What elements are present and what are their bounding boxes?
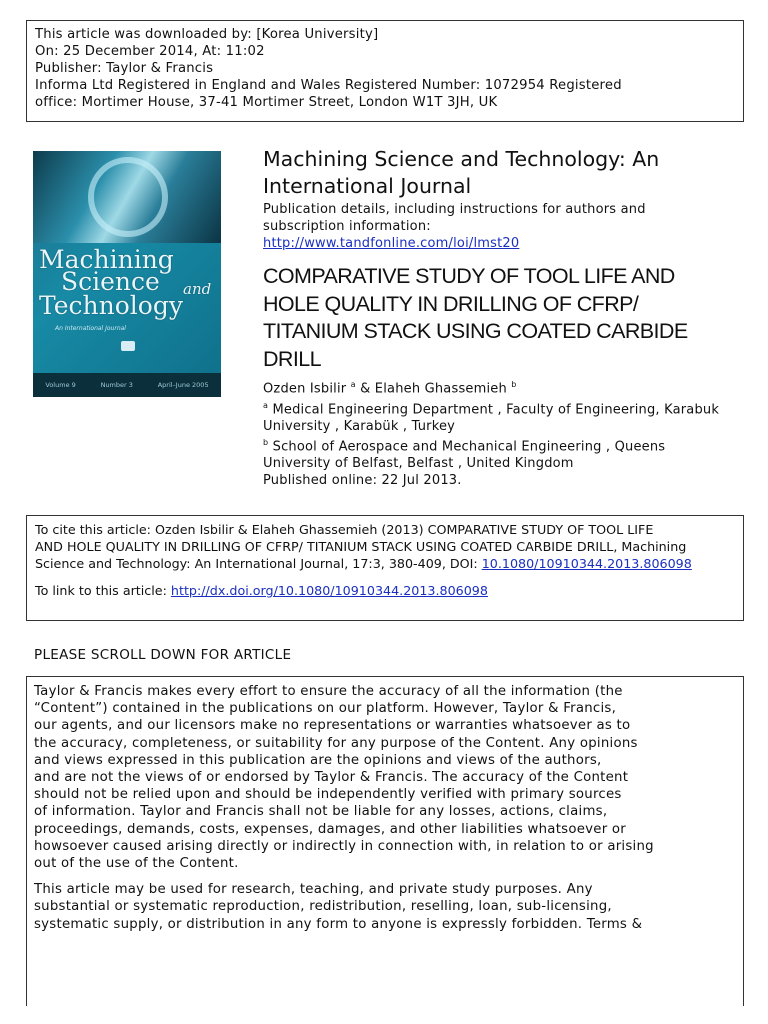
- cover-title-line: Machining: [39, 245, 174, 274]
- scroll-notice: PLEASE SCROLL DOWN FOR ARTICLE: [34, 647, 292, 663]
- download-line: office: Mortimer House, 37-41 Mortimer Street, London W1T 3JH, UK: [35, 95, 498, 110]
- disclaimer-line: substantial or systematic reproduction, redistribution, reselling, loan, sub-licensing,: [34, 899, 612, 915]
- disclaimer-line: the accuracy, completeness, or suitability for any purpose of the Content. Any opinions: [34, 735, 638, 751]
- doi-link[interactable]: 10.1080/10910344.2013.806098: [481, 556, 692, 571]
- download-line: Informa Ltd Registered in England and Wales Registered Number: 1072954 Registered: [35, 78, 622, 93]
- cover-subtitle: An International Journal: [55, 325, 126, 332]
- author-name: Ozden Isbilir: [263, 381, 347, 397]
- article-link-line: To link to this article: http://dx.doi.org/10.1080/10910344.2013.806098: [35, 583, 488, 598]
- cover-footer: [33, 373, 221, 397]
- disclaimer-line: This article may be used for research, teaching, and private study purposes. Any: [34, 882, 593, 898]
- disclaimer-line: should not be relied upon and should be independently verified with primary sources: [34, 787, 622, 803]
- author-name: Elaheh Ghassemieh: [374, 381, 507, 397]
- download-info-box: [26, 20, 744, 122]
- citation-line: AND HOLE QUALITY IN DRILLING OF CFRP/ TITANIUM STACK USING COATED CARBIDE DRILL, Machining: [35, 539, 687, 554]
- cover-machine-photo: [33, 151, 221, 243]
- affiliation-a: $^a$ Medical Engineering Department , Faculty of Engineering, Karabuk University , Karabük , Turkey: [263, 401, 720, 435]
- download-line: Publisher: Taylor & Francis: [35, 61, 214, 76]
- disclaimer-line: systematic supply, or distribution in any form to anyone is expressly forbidden. Terms &: [34, 916, 643, 932]
- disclaimer-line: of information. Taylor and Francis shall not be liable for any losses, actions, claims,: [34, 804, 608, 820]
- publisher-logo-icon: [121, 341, 135, 351]
- authors: Ozden Isbilir $^a$ & Elaheh Ghassemieh $^b$: [263, 380, 517, 397]
- citation-line: Science and Technology: An International Journal, 17:3, 380-409, DOI: 10.1080/10910344.2013.806098: [35, 556, 692, 571]
- cover-number: Number 3: [100, 381, 133, 389]
- disclaimer-line: “Content”) contained in the publications on our platform. However, Taylor & Francis,: [34, 701, 617, 717]
- article-doi-url-link[interactable]: http://dx.doi.org/10.1080/10910344.2013.806098: [170, 583, 488, 598]
- disclaimer-line: our agents, and our licensors make no representations or warranties whatsoever as to: [34, 718, 631, 734]
- cover-date: April–June 2005: [157, 381, 209, 389]
- journal-url-link[interactable]: http://www.tandfonline.com/loi/lmst20: [263, 236, 520, 251]
- cover-title-line: Science: [61, 267, 160, 296]
- disclaimer-line: Taylor & Francis makes every effort to ensure the accuracy of all the information (the: [34, 684, 623, 699]
- cover-title-line: and: [183, 280, 212, 298]
- disclaimer-line: howsoever caused arising directly or indirectly in connection with, in relation to or arising: [34, 838, 654, 854]
- journal-cover-image: [33, 151, 221, 397]
- citation-box: [26, 515, 744, 621]
- published-date: Published online: 22 Jul 2013.: [263, 473, 462, 489]
- disclaimer-line: out of the use of the Content.: [34, 856, 239, 872]
- citation-line: To cite this article: Ozden Isbilir & Elaheh Ghassemieh (2013) COMPARATIVE STUDY OF TOOL LIFE: [35, 522, 654, 537]
- affiliation-b: $^b$ School of Aerospace and Mechanical Engineering , Queens University of Belfast, Belfast , United Kingdom Published online: 22 Jul 2013.: [263, 438, 666, 489]
- disclaimer-box: [26, 676, 744, 1006]
- cover-title-line: Technology: [39, 291, 183, 320]
- download-line: This article was downloaded by: [Korea University]: [35, 27, 379, 42]
- journal-title: Machining Science and Technology: An International Journal: [263, 147, 660, 198]
- article-title: COMPARATIVE STUDY OF TOOL LIFE AND HOLE QUALITY IN DRILLING OF CFRP/ TITANIUM STACK USING COATED CARBIDE DRILL: [263, 264, 688, 371]
- disclaimer-line: proceedings, demands, costs, expenses, damages, and other liabilities whatsoever or: [34, 821, 626, 837]
- publication-details: Publication details, including instructions for authors and subscription information: http://www.tandfonline.com/loi/lmst20: [263, 202, 646, 251]
- disclaimer-line: and views expressed in this publication are the opinions and views of the authors,: [34, 752, 602, 768]
- disclaimer-line: and are not the views of or endorsed by Taylor & Francis. The accuracy of the Content: [34, 770, 629, 786]
- download-line: On: 25 December 2014, At: 11:02: [35, 44, 265, 59]
- cover-volume: Volume 9: [45, 381, 76, 389]
